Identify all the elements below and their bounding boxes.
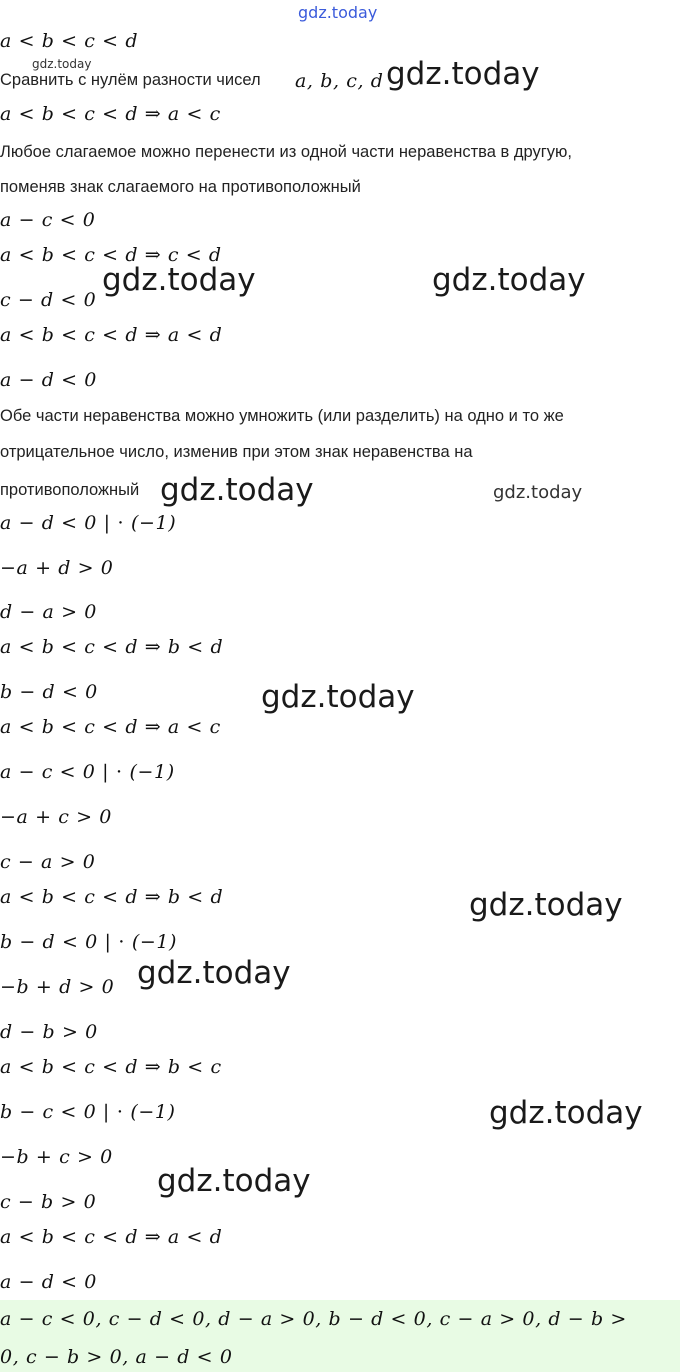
watermark: gdz.today [493,482,583,503]
math-line: b − c < 0 | ⋅ (−1) [0,1101,176,1123]
math-line: a < b < c < d ⇒ a < c [0,716,221,738]
watermark: gdz.today [261,679,415,715]
math-line: −a + d > 0 [0,557,114,579]
text-line: Любое слагаемое можно перенести из одной части неравенства в другую, [0,143,572,161]
math-line: a − c < 0 [0,209,96,231]
watermark: gdz.today [32,57,92,71]
math-line: a − d < 0 [0,1271,97,1293]
math-line: −a + c > 0 [0,806,112,828]
watermark: gdz.today [432,262,586,298]
watermark: gdz.today [102,262,256,298]
text-line: Сравнить с нулём разности чисел [0,71,261,89]
watermark: gdz.today [157,1163,311,1199]
text-line: Обе части неравенства можно умножить (или разделить) на одно и то же [0,407,564,425]
math-line: a < b < c < d ⇒ a < c [0,103,221,125]
text-line: поменяв знак слагаемого на противоположный [0,178,361,196]
math-line: c − d < 0 [0,289,97,311]
math-line: a − d < 0 [0,369,97,391]
math-line: a < b < c < d ⇒ a < d [0,1226,223,1248]
text-line: отрицательное число, изменив при этом знак неравенства на [0,443,473,461]
math-line: a < b < c < d ⇒ c < d [0,244,222,266]
math-line: a < b < c < d ⇒ b < d [0,886,224,908]
math-line: a < b < c < d [0,30,139,52]
math-line: a < b < c < d ⇒ b < c [0,1056,222,1078]
math-line: a − d < 0 | ⋅ (−1) [0,512,177,534]
answer-line: a − c < 0, c − d < 0, d − a > 0, b − d < 0, c − a > 0, d − b > [0,1308,627,1330]
answer-line: 0, c − b > 0, a − d < 0 [0,1346,233,1368]
watermark: gdz.today [469,887,623,923]
watermark: gdz.today [489,1095,643,1131]
math-line: a − c < 0 | ⋅ (−1) [0,761,175,783]
math-line: c − a > 0 [0,851,96,873]
math-line: b − d < 0 [0,681,98,703]
math-inline: a, b, c, d [295,70,384,92]
math-line: −b + d > 0 [0,976,115,998]
math-line: d − b > 0 [0,1021,98,1043]
math-line: d − a > 0 [0,601,97,623]
math-line: −b + c > 0 [0,1146,113,1168]
text-line: противоположный [0,481,140,499]
math-line: b − d < 0 | ⋅ (−1) [0,931,178,953]
math-line: a < b < c < d ⇒ a < d [0,324,223,346]
watermark: gdz.today [160,472,314,508]
watermark: gdz.today [137,955,291,991]
watermark: gdz.today [298,3,378,22]
watermark: gdz.today [386,56,540,92]
math-line: a < b < c < d ⇒ b < d [0,636,224,658]
math-line: c − b > 0 [0,1191,97,1213]
